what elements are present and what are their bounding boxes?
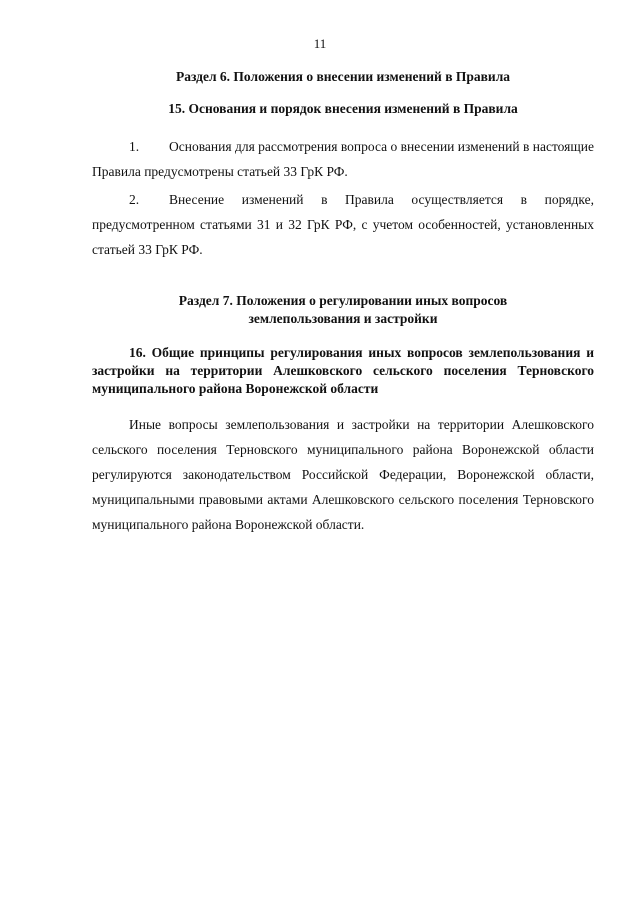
- section-7-title-line-1: Раздел 7. Положения о регулировании иных вопросов: [178, 293, 508, 308]
- section-6-title: Раздел 6. Положения о внесении изменений в Правила: [175, 69, 511, 84]
- article-15-item-2: [92, 187, 594, 262]
- article-16-heading: 16. Общие принципы регулирования иных вопросов землепользования и застройки на территории Алешковского сельского поселения Терновского муниципального района Воронежской области: [92, 345, 594, 396]
- page-content: [92, 66, 594, 537]
- item-number: 1.: [129, 139, 140, 154]
- section-7-title: [92, 292, 594, 328]
- item-text: Основания для рассмотрения вопроса о внесении изменений в настоящие Правила предусмотрены статьей 33 ГрК РФ.: [92, 139, 594, 179]
- item-number: 2.: [129, 192, 140, 207]
- article-16-text: Иные вопросы землепользования и застройки на территории Алешковского сельского поселения Терновского муниципального района Воронежской области регулируются законодательством Российской Федерации, Воронежской области, муниципальными правовыми актами Алешковского сельского поселения Терновского муниципального района Воронежской области.: [92, 417, 594, 532]
- article-15-item-1: [92, 134, 594, 184]
- page-number: 11: [313, 36, 327, 51]
- section-7-title-line-2: землепользования и застройки: [248, 311, 438, 326]
- article-15-heading: 15. Основания и порядок внесения изменений в Правила: [168, 101, 518, 116]
- item-text: Внесение изменений в Правила осуществляется в порядке, предусмотренном статьями 31 и 32 ГрК РФ, с учетом особенностей, установленных статьей 33 ГрК РФ.: [92, 192, 594, 257]
